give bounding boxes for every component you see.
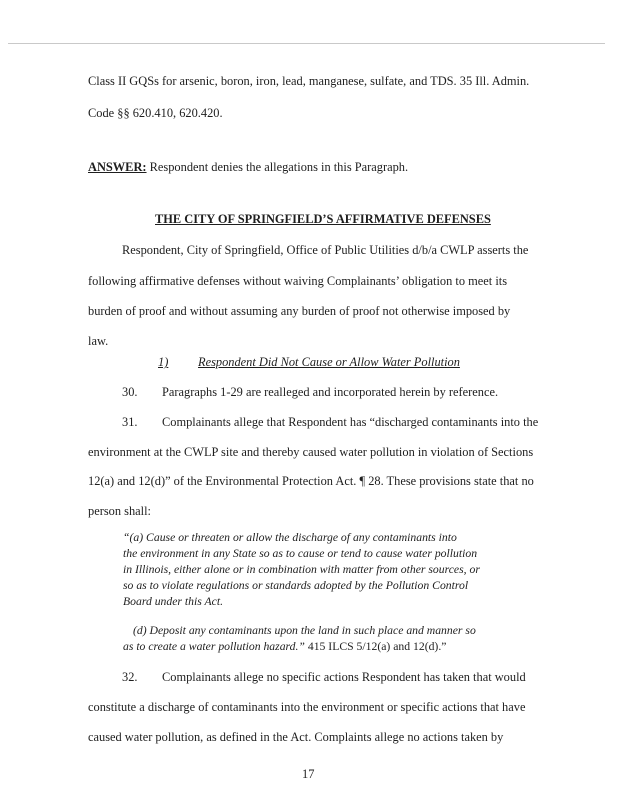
body-line: environment at the CWLP site and thereby caused water pollution in violation of Sections xyxy=(88,445,534,459)
quote-line: “(a) Cause or threaten or allow the discharge of any contaminants into xyxy=(123,531,457,544)
page-number: 17 xyxy=(302,767,315,781)
paragraph-number: 31. xyxy=(122,415,138,429)
quote-line: (d) Deposit any contaminants upon the land in such place and manner so xyxy=(133,624,476,637)
quote-line: the environment in any State so as to cause or tend to cause water pollution xyxy=(123,547,478,560)
body-line: 12(a) and 12(d)” of the Environmental Protection Act. ¶ 28. These provisions state that no xyxy=(88,474,534,488)
body-line: Complainants allege that Respondent has “discharged contaminants into the xyxy=(162,415,539,429)
body-line: burden of proof and without assuming any burden of proof not otherwise imposed by xyxy=(88,304,511,318)
quote-citation: 415 ILCS 5/12(a) and 12(d).” xyxy=(304,640,447,653)
defense-title: Respondent Did Not Cause or Allow Water Pollution xyxy=(198,355,460,369)
body-line: Complainants allege no specific actions Respondent has taken that would xyxy=(162,670,526,684)
body-line: person shall: xyxy=(88,504,151,518)
answer-paragraph xyxy=(88,160,408,175)
answer-text: Respondent denies the allegations in this Paragraph. xyxy=(149,160,409,174)
paragraph-number: 32. xyxy=(122,670,138,684)
quote-line: so as to violate regulations or standards adopted by the Pollution Control xyxy=(123,579,469,592)
body-line: caused water pollution, as defined in the Act. Complaints allege no actions taken by xyxy=(88,730,504,744)
body-line: Class II GQSs for arsenic, boron, iron, lead, manganese, sulfate, and TDS. 35 Ill. Admin. xyxy=(88,74,530,88)
body-line: constitute a discharge of contaminants into the environment or specific actions that have xyxy=(88,700,526,714)
paragraph-number: 30. xyxy=(122,385,138,399)
quote-italic: as to create a water pollution hazard.” xyxy=(123,640,305,653)
body-line: following affirmative defenses without waiving Complainants’ obligation to meet its xyxy=(88,274,508,288)
quote-line: Board under this Act. xyxy=(123,595,223,608)
body-line: law. xyxy=(88,334,109,348)
defense-number: 1) xyxy=(158,355,169,369)
body-line: Code §§ 620.410, 620.420. xyxy=(88,106,223,120)
quote-line xyxy=(123,639,446,655)
header-rule xyxy=(8,43,605,44)
body-line: Respondent, City of Springfield, Office of Public Utilities d/b/a CWLP asserts the xyxy=(122,243,529,257)
body-line: Paragraphs 1-29 are realleged and incorporated herein by reference. xyxy=(162,385,499,399)
quote-line: in Illinois, either alone or in combination with matter from other sources, or xyxy=(123,563,480,576)
answer-label: ANSWER: xyxy=(88,160,147,174)
section-heading: THE CITY OF SPRINGFIELD’S AFFIRMATIVE DEFENSES xyxy=(155,212,491,226)
